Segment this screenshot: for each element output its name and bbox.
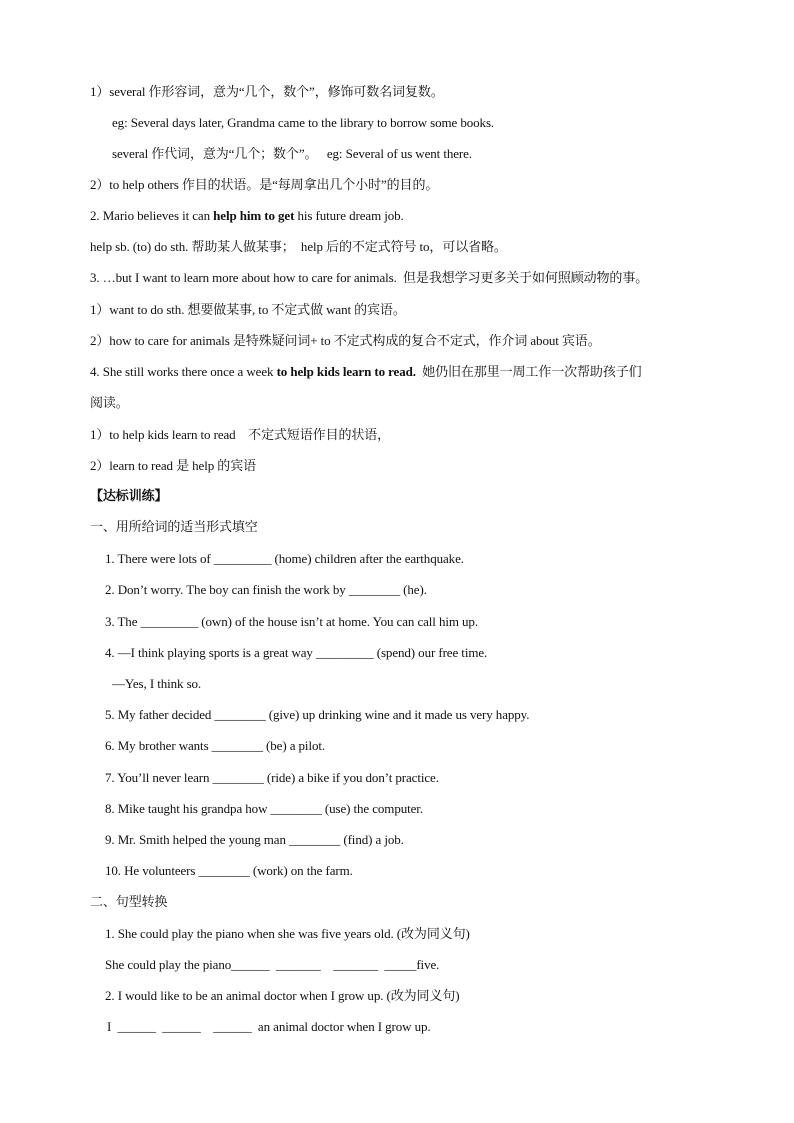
- key-sentence: [90, 207, 754, 225]
- key-sentence: [90, 363, 754, 381]
- note-line: 2）to help others 作目的状语。是“每周拿出几个小时”的目的。: [90, 177, 439, 192]
- part2-heading: 二、句型转换: [90, 895, 168, 910]
- note-line: 2）learn to read 是 help 的宾语: [90, 458, 256, 473]
- part1-heading: 一、用所给词的适当形式填空: [90, 520, 258, 535]
- exercise-item: 2. I would like to be an animal doctor when I grow up. (改为同义句): [105, 988, 460, 1003]
- exercise-item: 1. There were lots of _________ (home) children after the earthquake.: [105, 551, 464, 566]
- note-line: 1）to help kids learn to read 不定式短语作目的状语，: [90, 427, 391, 442]
- exercise-item: 6. My brother wants ________ (be) a pilot.: [105, 738, 326, 753]
- exercise-item: 5. My father decided ________ (give) up drinking wine and it made us very happy.: [105, 707, 530, 722]
- key-sentence-translation: 她仍旧在那里一周工作一次帮助孩子们: [415, 364, 642, 379]
- key-sentence-text: 2. Mario believes it can: [90, 208, 214, 223]
- note-line: several 作代词，意为“几个；数个”。 eg: Several of us went there.: [112, 146, 472, 161]
- exercise-answer-line: She could play the piano______ _______ _______ _____five.: [105, 957, 440, 972]
- exercise-item: 9. Mr. Smith helped the young man ________ (find) a job.: [105, 832, 404, 847]
- exercise-item: 1. She could play the piano when she was five years old. (改为同义句): [105, 926, 470, 941]
- note-line: 2）how to care for animals 是特殊疑问词+ to 不定式构成的复合不定式，作介词 about 宾语。: [90, 333, 601, 348]
- key-sentence-text: his future dream job.: [294, 208, 404, 223]
- key-sentence: 3. …but I want to learn more about how to care for animals. 但是我想学习更多关于如何照顾动物的事。: [90, 270, 649, 285]
- exercise-item: —Yes, I think so.: [112, 676, 202, 691]
- example-sentence: eg: Several days later, Grandma came to the library to borrow some books.: [112, 115, 495, 130]
- exercise-item: 8. Mike taught his grandpa how ________ (use) the computer.: [105, 801, 423, 816]
- exercise-item: 2. Don’t worry. The boy can finish the work by ________ (he).: [105, 582, 427, 597]
- exercise-item: 7. You’ll never learn ________ (ride) a bike if you don’t practice.: [105, 770, 439, 785]
- key-sentence-text: 4. She still works there once a week: [90, 364, 277, 379]
- note-line: 阅读。: [90, 395, 129, 410]
- key-phrase-bold: help him to get: [213, 208, 295, 223]
- key-phrase-bold: to help kids learn to read.: [276, 364, 416, 379]
- exercise-item: 4. —I think playing sports is a great way _________ (spend) our free time.: [105, 645, 488, 660]
- note-line: 1）want to do sth. 想要做某事, to 不定式做 want 的宾语。: [90, 302, 406, 317]
- exercise-answer-line: I ______ ______ ______ an animal doctor when I grow up.: [107, 1019, 431, 1034]
- exercise-item: 3. The _________ (own) of the house isn’t at home. You can call him up.: [105, 614, 478, 629]
- note-line: help sb. (to) do sth. 帮助某人做某事； help 后的不定式符号 to，可以省略。: [90, 239, 507, 254]
- note-line: 1）several 作形容词，意为“几个，数个”，修饰可数名词复数。: [90, 84, 444, 99]
- exercise-item: 10. He volunteers ________ (work) on the farm.: [105, 863, 353, 878]
- section-title: 【达标训练】: [90, 489, 168, 504]
